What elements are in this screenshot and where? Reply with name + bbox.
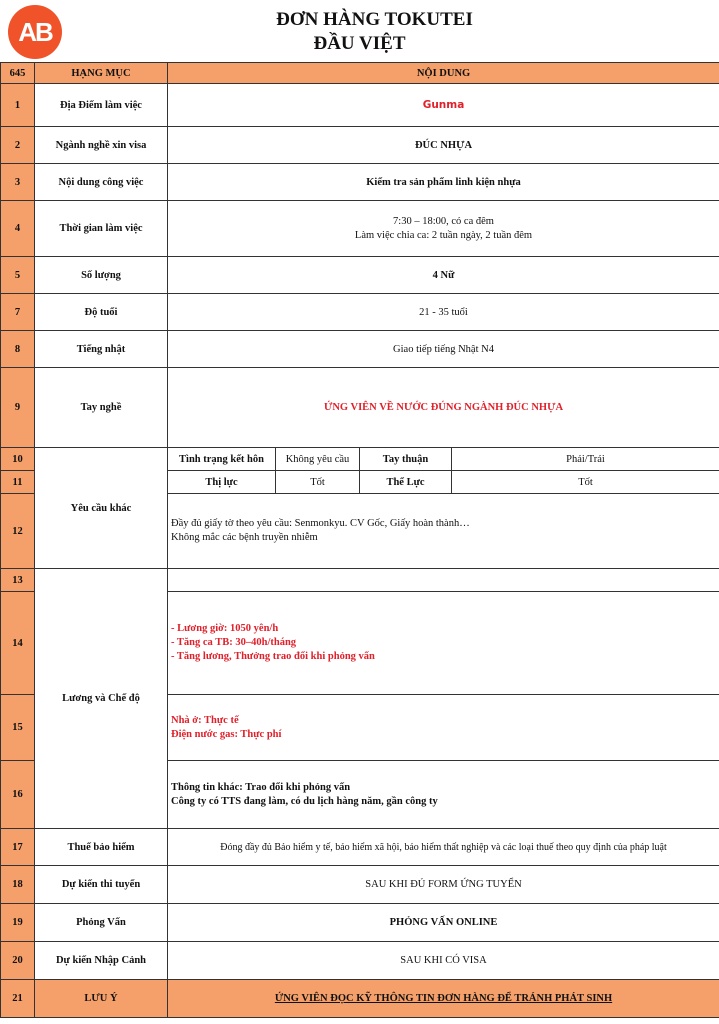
table-row <box>1 331 719 368</box>
row-number: 2 <box>1 127 35 164</box>
row-label: Tiếng nhật <box>35 331 168 368</box>
table-row <box>1 164 719 201</box>
row-number: 3 <box>1 164 35 201</box>
salary-details <box>168 592 719 695</box>
table-row <box>1 904 719 942</box>
table-row <box>1 942 719 980</box>
row-number: 18 <box>1 866 35 904</box>
note-value: ỨNG VIÊN ĐỌC KỸ THÔNG TIN ĐƠN HÀNG ĐỂ TRÁNH PHÁT SINH <box>168 980 719 1018</box>
row-label: Dự kiến thi tuyển <box>35 866 168 904</box>
work-time-line: 7:30 – 18:00, có ca đêm <box>393 215 494 227</box>
row-number: 8 <box>1 331 35 368</box>
job-order-table <box>0 62 719 1018</box>
note-label: LƯU Ý <box>35 980 168 1018</box>
row-number: 14 <box>1 592 35 695</box>
row-number: 13 <box>1 569 35 592</box>
marital-status-value: Không yêu cầu <box>276 448 360 471</box>
row-label: Dự kiến Nhập Cảnh <box>35 942 168 980</box>
overtime-line: - Tăng ca TB: 30–40h/tháng <box>171 637 297 648</box>
row-value: SAU KHI CÓ VISA <box>168 942 719 980</box>
utilities-line: Điện nước gas: Thực phí <box>171 728 282 740</box>
row-number: 11 <box>1 471 35 494</box>
row-value: Kiểm tra sản phẩm linh kiện nhựa <box>168 164 719 201</box>
housing-details <box>168 695 719 761</box>
row-number: 15 <box>1 695 35 761</box>
shift-line: Làm việc chia ca: 2 tuần ngày, 2 tuần đêm <box>354 229 533 241</box>
table-row <box>1 368 719 448</box>
row-value: 4 Nữ <box>168 257 719 294</box>
row-label: Độ tuổi <box>35 294 168 331</box>
row-number: 7 <box>1 294 35 331</box>
row-number: 20 <box>1 942 35 980</box>
header <box>0 0 719 62</box>
row-label: Nội dung công việc <box>35 164 168 201</box>
hourly-wage-line: - Lương giờ: 1050 yên/h <box>171 623 279 634</box>
table-row <box>1 569 719 592</box>
title-line-1: ĐƠN HÀNG TOKUTEI <box>276 9 473 30</box>
table-row <box>1 127 719 164</box>
row-label: Phỏng Vấn <box>35 904 168 942</box>
company-info-line: Công ty có TTS đang làm, có du lịch hàng năm, gần công ty <box>171 795 438 807</box>
table-row <box>1 829 719 866</box>
group-label-other-requirements: Yêu cầu khác <box>35 448 168 569</box>
row-value: Gunma <box>168 84 719 127</box>
empty-cell <box>168 569 719 592</box>
row-number: 17 <box>1 829 35 866</box>
fitness-value: Tốt <box>452 471 719 494</box>
handedness-label: Tay thuận <box>360 448 452 471</box>
raise-bonus-line: - Tăng lương, Thưởng trao đổi khi phỏng vấn <box>171 651 375 662</box>
row-value <box>168 201 719 257</box>
fitness-label: Thể Lực <box>360 471 452 494</box>
table-row <box>1 84 719 127</box>
row-value: PHỎNG VẤN ONLINE <box>168 904 719 942</box>
handedness-value: Phải/Trái <box>452 448 719 471</box>
row-label: Thuế bảo hiểm <box>35 829 168 866</box>
document-requirements <box>168 494 719 569</box>
row-value: Đóng đầy đủ Bảo hiểm y tế, bảo hiểm xã hội, bảo hiểm thất nghiệp và các loại thuế theo quy định của pháp luật <box>168 829 719 866</box>
table-header-row <box>1 63 719 84</box>
eyesight-value: Tốt <box>276 471 360 494</box>
row-number: 16 <box>1 761 35 829</box>
row-number: 19 <box>1 904 35 942</box>
other-info <box>168 761 719 829</box>
row-value: Giao tiếp tiếng Nhật N4 <box>168 331 719 368</box>
row-label: Thời gian làm việc <box>35 201 168 257</box>
row-number: 12 <box>1 494 35 569</box>
marital-status-label: Tình trạng kết hôn <box>168 448 276 471</box>
header-content: NỘI DUNG <box>168 63 719 84</box>
documents-line: Đầy đủ giấy tờ theo yêu cầu: Senmonkyu. CV Gốc, Giấy hoàn thành… <box>171 518 470 529</box>
group-label-salary: Lương và Chế độ <box>35 569 168 829</box>
other-info-line: Thông tin khác: Trao đổi khi phỏng vấn <box>171 781 351 793</box>
housing-line: Nhà ở: Thực tế <box>171 714 239 726</box>
table-row <box>1 980 719 1018</box>
table-row <box>1 201 719 257</box>
row-value: 21 - 35 tuổi <box>168 294 719 331</box>
health-line: Không mắc các bệnh truyền nhiễm <box>171 532 318 543</box>
row-number: 10 <box>1 448 35 471</box>
row-number: 21 <box>1 980 35 1018</box>
eyesight-label: Thị lực <box>168 471 276 494</box>
row-number: 5 <box>1 257 35 294</box>
row-number: 9 <box>1 368 35 448</box>
header-number: 645 <box>1 63 35 84</box>
title-line-2: ĐẦU VIỆT <box>313 33 406 54</box>
row-label: Số lượng <box>35 257 168 294</box>
table-row <box>1 294 719 331</box>
row-number: 4 <box>1 201 35 257</box>
row-value: SAU KHI ĐỦ FORM ỨNG TUYỂN <box>168 866 719 904</box>
row-label: Địa Điểm làm việc <box>35 84 168 127</box>
header-category: HẠNG MỤC <box>35 63 168 84</box>
table-row <box>1 866 719 904</box>
table-row <box>1 448 719 471</box>
row-value: ĐÚC NHỰA <box>168 127 719 164</box>
row-label: Tay nghề <box>35 368 168 448</box>
table-row <box>1 257 719 294</box>
company-logo: AB <box>8 5 62 59</box>
row-label: Ngành nghề xin visa <box>35 127 168 164</box>
row-value: ỨNG VIÊN VỀ NƯỚC ĐÚNG NGÀNH ĐÚC NHỰA <box>168 368 719 448</box>
row-number: 1 <box>1 84 35 127</box>
